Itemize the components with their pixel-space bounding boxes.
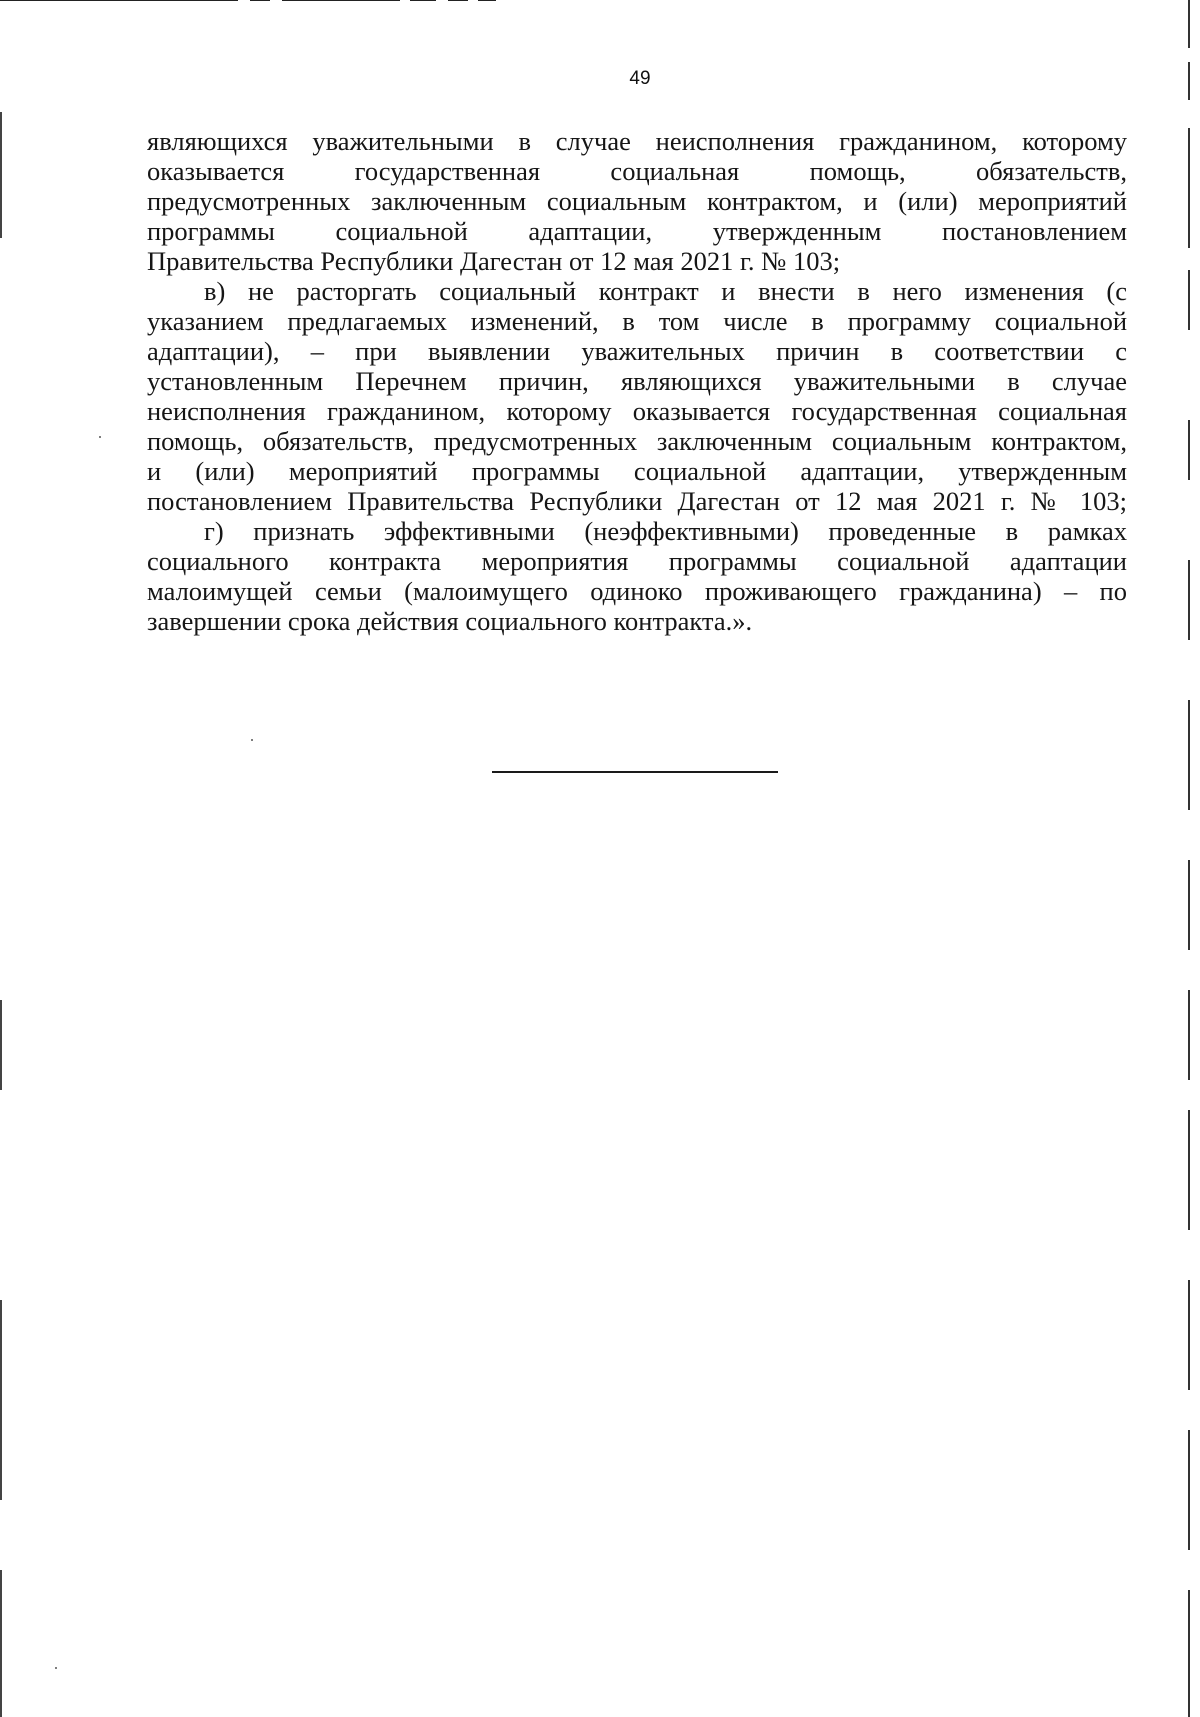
- paragraph-continuation: [147, 126, 1127, 276]
- scan-edge-top: [250, 0, 270, 1]
- scan-edge-left: [0, 1300, 2, 1500]
- scan-edge-right: [1188, 1110, 1190, 1230]
- scan-edge-right: [1188, 1280, 1190, 1390]
- scan-edge-top: [448, 0, 468, 1]
- text-line: программы социальной адаптации, утвержденным постановлением: [147, 216, 1127, 246]
- text-line: являющихся уважительными в случае неисполнения гражданином, которому: [147, 126, 1127, 156]
- scan-edge-top: [282, 0, 400, 1]
- scan-edge-right: [1188, 560, 1190, 640]
- text-line: в) не расторгать социальный контракт и внести в него изменения (с: [204, 276, 1127, 306]
- text-line: установленным Перечнем причин, являющихся уважительными в случае: [147, 366, 1127, 396]
- scan-edge-right: [1188, 270, 1190, 330]
- paragraph-item-g: [147, 516, 1127, 636]
- scan-edge-left: [0, 1570, 2, 1717]
- paragraph-item-v: [147, 276, 1127, 516]
- scan-edge-right: [1188, 1430, 1190, 1550]
- scan-edge-right: [1188, 0, 1190, 48]
- scan-edge-top: [0, 0, 238, 1]
- text-line: адаптации), – при выявлении уважительных причин в соответствии с: [147, 336, 1127, 366]
- text-line: указанием предлагаемых изменений, в том числе в программу социальной: [147, 306, 1127, 336]
- text-line: предусмотренных заключенным социальным контрактом, и (или) мероприятий: [147, 186, 1127, 216]
- scan-edge-top: [410, 0, 436, 1]
- text-line: Правительства Республики Дагестан от 12 мая 2021 г. № 103;: [147, 246, 841, 276]
- scan-edge-right: [1188, 128, 1190, 248]
- text-line: г) признать эффективными (неэффективными) проведенные в рамках: [204, 516, 1127, 546]
- scan-edge-top: [478, 0, 496, 1]
- text-line: завершении срока действия социального контракта.».: [147, 606, 753, 636]
- scan-speck: [99, 436, 101, 438]
- text-line: постановлением Правительства Республики Дагестан от 12 мая 2021 г. № 103;: [147, 486, 1127, 516]
- scan-edge-right: [1188, 990, 1190, 1080]
- closing-separator: [492, 771, 778, 773]
- scan-edge-right: [1188, 860, 1190, 950]
- scan-edge-left: [0, 1000, 2, 1090]
- text-line: неисполнения гражданином, которому оказывается государственная социальная: [147, 396, 1127, 426]
- page-number: 49: [629, 68, 651, 89]
- scan-speck: [251, 739, 253, 741]
- text-line: малоимущей семьи (малоимущего одиноко проживающего гражданина) – по: [147, 576, 1127, 606]
- scan-edge-left: [0, 112, 2, 238]
- document-body: [147, 126, 1127, 636]
- text-line: социального контракта мероприятия программы социальной адаптации: [147, 546, 1127, 576]
- scan-edge-right: [1188, 1590, 1190, 1717]
- scan-edge-right: [1188, 700, 1190, 810]
- text-line: и (или) мероприятий программы социальной адаптации, утвержденным: [147, 456, 1127, 486]
- text-line: помощь, обязательств, предусмотренных заключенным социальным контрактом,: [147, 426, 1127, 456]
- scan-speck: [55, 1667, 57, 1669]
- scan-edge-right: [1188, 420, 1190, 480]
- text-line: оказывается государственная социальная помощь, обязательств,: [147, 156, 1127, 186]
